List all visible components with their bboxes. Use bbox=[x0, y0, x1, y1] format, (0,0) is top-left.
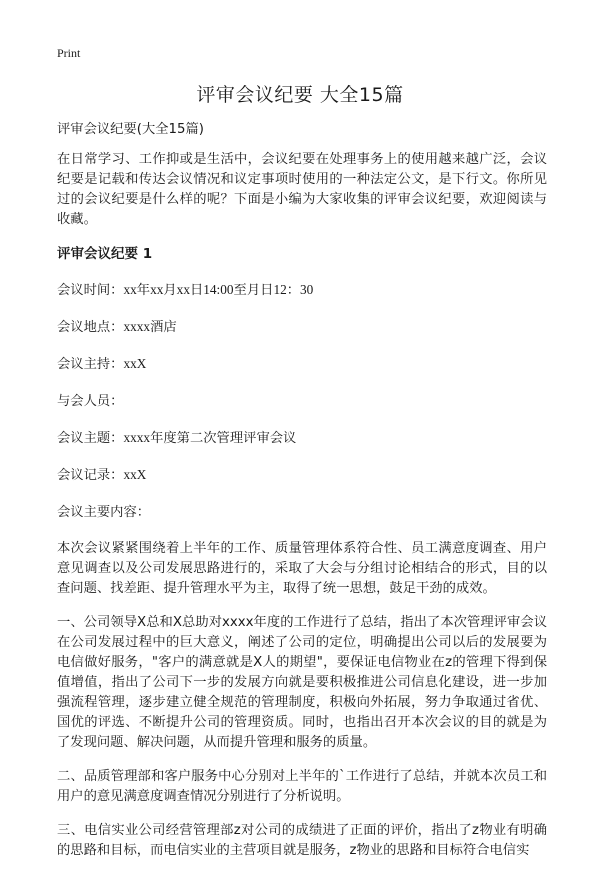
meeting-attendees bbox=[57, 391, 547, 412]
meeting-time bbox=[57, 280, 547, 301]
meeting-content-label: 会议主要内容： bbox=[57, 505, 151, 520]
meeting-location bbox=[57, 317, 547, 338]
body-paragraph-1: 本次会议紧紧围绕着上半年的工作、质量管理体系符合性、员工满意度调查、用户意见调查以及公司发展思路进行的，采取了大会与分组讨论相结合的形式，目的以查问题、找差距、提升管理水平为主，取得了统一思想，鼓足干劲的成效。 bbox=[57, 541, 547, 596]
print-label: Print bbox=[57, 46, 81, 60]
intro-paragraph: 在日常学习、工作抑或是生活中，会议纪要在处理事务上的使用越来越广泛，会议纪要是记载和传达会议情况和议定事项时使用的一种法定公文，是下行文。你所见过的会议纪要是什么样的呢？下面是小编为大家收集的评审会议纪要，欢迎阅读与收藏。 bbox=[57, 152, 547, 227]
document-body bbox=[57, 120, 547, 875]
meeting-location-value: xxxx酒店 bbox=[123, 319, 177, 334]
meeting-location-label: 会议地点： bbox=[57, 320, 124, 335]
meeting-recorder-label: 会议记录： bbox=[57, 468, 124, 483]
meeting-host-label: 会议主持： bbox=[57, 357, 124, 372]
meeting-recorder bbox=[57, 465, 547, 486]
meeting-topic-label: 会议主题： bbox=[57, 431, 124, 446]
meeting-time-value: xx年xx月xx日14:00至月日12：30 bbox=[123, 282, 314, 297]
meeting-topic-value: xxxx年度第二次管理评审会议 bbox=[123, 430, 297, 445]
meeting-host bbox=[57, 354, 547, 375]
document-title: 评审会议纪要 大全15篇 bbox=[196, 84, 404, 106]
body-paragraph-2: 一、公司领导X总和X总助对xxxx年度的工作进行了总结，指出了本次管理评审会议在公司发展过程中的巨大意义，阐述了公司的定位，明确提出公司以后的发展要为电信做好服务，"客户的满意就是X人的期望"，要保证电信物业在z的管理下得到保值增值，指出了公司下一步的发展方向就是要积极推进公司信息化建设，进一步加强流程管理，逐步建立健全规范的管理制度，积极向外拓展，努力争取通过省优、国优的评选、不断提升公司的管理资质。同时，也指出召开本次会议的目的就是为了发现问题、解决问题，从而提升管理和服务的质量。 bbox=[57, 615, 547, 750]
body-paragraph-4: 三、电信实业公司经营管理部z对公司的成绩进了正面的评价，指出了z物业有明确的思路和目标，而电信实业的主营项目就是服务，z物业的思路和目标符合电信实 bbox=[57, 823, 547, 858]
meeting-topic bbox=[57, 428, 547, 449]
meeting-content bbox=[57, 502, 547, 523]
meeting-host-value: xxX bbox=[123, 356, 147, 371]
document-subtitle: 评审会议纪要(大全15篇) bbox=[57, 122, 204, 137]
meeting-time-label: 会议时间： bbox=[57, 283, 124, 298]
meeting-attendees-label: 与会人员： bbox=[57, 394, 124, 409]
section-heading: 评审会议纪要 1 bbox=[57, 246, 153, 262]
body-paragraph-3: 二、品质管理部和客户服务中心分别对上半年的`工作进行了总结，并就本次员工和用户的意见满意度调查情况分别进行了分析说明。 bbox=[57, 769, 547, 804]
meeting-recorder-value: xxX bbox=[123, 467, 147, 482]
